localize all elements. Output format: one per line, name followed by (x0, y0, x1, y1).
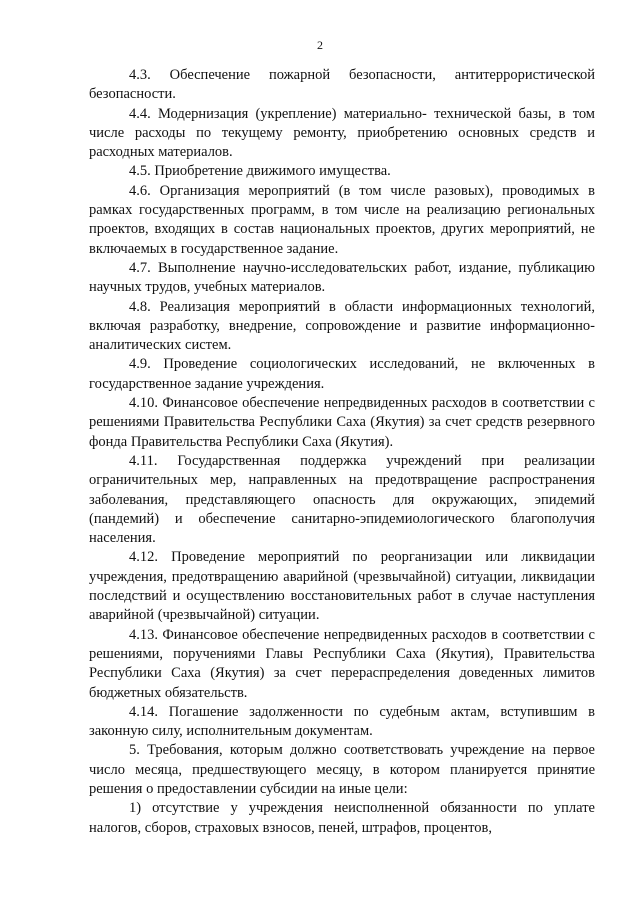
paragraph-4-6: 4.6. Организация мероприятий (в том числе разовых), проводимых в рамках государственных программ, в том числе на реализацию региональных проектов, входящих в состав национальных проектов, других мероприятий, не включаемых в государственное задание. (89, 182, 595, 257)
paragraph-4-3: 4.3. Обеспечение пожарной безопасности, антитеррористической безопасности. (89, 67, 595, 103)
paragraph-4-11: 4.11. Государственная поддержка учреждений при реализации ограничительных мер, направленных на предотвращение распространения заболевания, представляющего опасность для окружающих, эпидемий (пандемий) и обеспечение санитарно-эпидемиологического благополучия населения. (89, 452, 595, 547)
paragraph-4-5: 4.5. Приобретение движимого имущества. (129, 163, 391, 180)
paragraph-4-10: 4.10. Финансовое обеспечение непредвиденных расходов в соответствии с решениями Правительства Республики Саха (Якутия) за счет средств резервного фонда Правительства Республики Саха (Якутия). (89, 395, 595, 450)
paragraph-4-7: 4.7. Выполнение научно-исследовательских работ, издание, публикацию научных трудов, учебных материалов. (89, 259, 595, 296)
paragraph-4-12: 4.12. Проведение мероприятий по реорганизации или ликвидации учреждения, предотвращению аварийной (чрезвычайной) ситуации, ликвидации последствий и осуществлению восстановительных работ в случае наступления аварийной (чрезвычайной) ситуации. (89, 549, 595, 624)
paragraph-4-9: 4.9. Проведение социологических исследований, не включенных в государственное задание учреждения. (89, 356, 595, 392)
document-body (89, 66, 595, 838)
paragraph-5: 5. Требования, которым должно соответствовать учреждение на первое число месяца, предшествующего месяцу, в котором планируется принятие решения о предоставлении субсидии на иные цели: (89, 742, 595, 797)
paragraph-4-13: 4.13. Финансовое обеспечение непредвиденных расходов в соответствии с решениями, поручениями Главы Республики Саха (Якутия), Правительства Республики Саха (Якутия) за счет перераспределения доведенных лимитов бюджетных обязательств. (89, 626, 595, 701)
paragraph-4-4: 4.4. Модернизация (укрепление) материально- технической базы, в том числе расходы по текущему ремонту, приобретению основных средств и расходных материалов. (89, 105, 595, 161)
paragraph-4-8: 4.8. Реализация мероприятий в области информационных технологий, включая разработку, внедрение, сопровождение и развитие информационно-аналитических систем. (89, 298, 595, 354)
page-number: 2 (317, 38, 323, 52)
paragraph-5-1: 1) отсутствие у учреждения неисполненной обязанности по уплате налогов, сборов, страховых взносов, пеней, штрафов, процентов, (89, 800, 595, 836)
paragraph-4-14: 4.14. Погашение задолженности по судебным актам, вступившим в законную силу, исполнительным документам. (89, 703, 595, 740)
